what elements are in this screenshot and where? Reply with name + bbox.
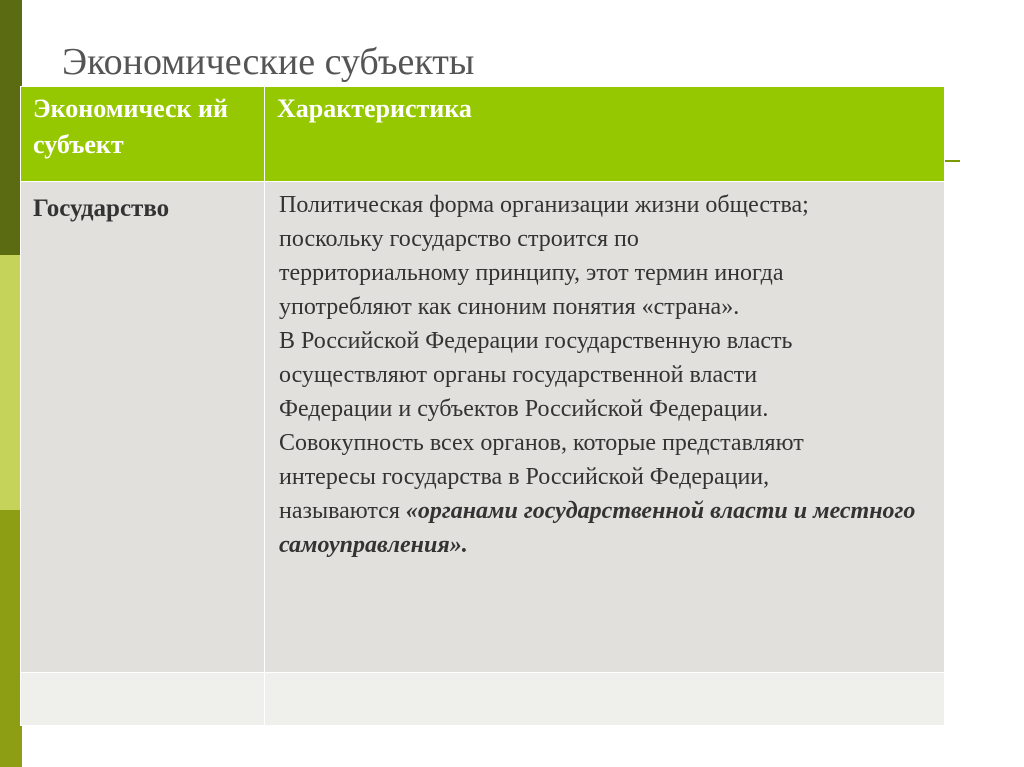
subjects-table [20, 86, 945, 726]
description-tail-plain: называются [279, 498, 406, 524]
table-row [21, 182, 945, 673]
decorative-bar-top [0, 0, 22, 255]
column-header-subject: Экономическ ий субъект [21, 87, 265, 182]
decorative-bar-bottom [0, 510, 22, 767]
empty-subject-cell [21, 673, 265, 726]
slide-title: Экономические субъекты [62, 41, 475, 83]
description-line: Федерации и субъектов Российской Федерации. [279, 396, 769, 422]
subject-cell: Государство [21, 182, 265, 673]
empty-description-cell [265, 673, 945, 726]
column-header-characteristic: Характеристика [265, 87, 945, 182]
description-line: осуществляют органы государственной власти [279, 362, 758, 388]
description-line: Совокупность всех органов, которые представляют [279, 430, 804, 456]
description-cell [265, 182, 945, 673]
description-line: В Российской Федерации государственную власть [279, 328, 793, 354]
header-dash-decoration [944, 160, 960, 162]
table-row-empty [21, 673, 945, 726]
description-line: употребляют как синоним понятия «страна». [279, 294, 740, 320]
table-header-row [21, 87, 945, 182]
description-line: поскольку государство строится по [279, 226, 639, 252]
description-line: территориальному принципу, этот термин иногда [279, 260, 784, 286]
description-line: Политическая форма организации жизни общества; [279, 192, 809, 218]
description-tail-emphasis: «органами государственной власти и местного самоуправления». [279, 498, 916, 558]
decorative-bar-middle [0, 255, 22, 510]
description-line: интересы государства в Российской Федерации, [279, 464, 770, 490]
